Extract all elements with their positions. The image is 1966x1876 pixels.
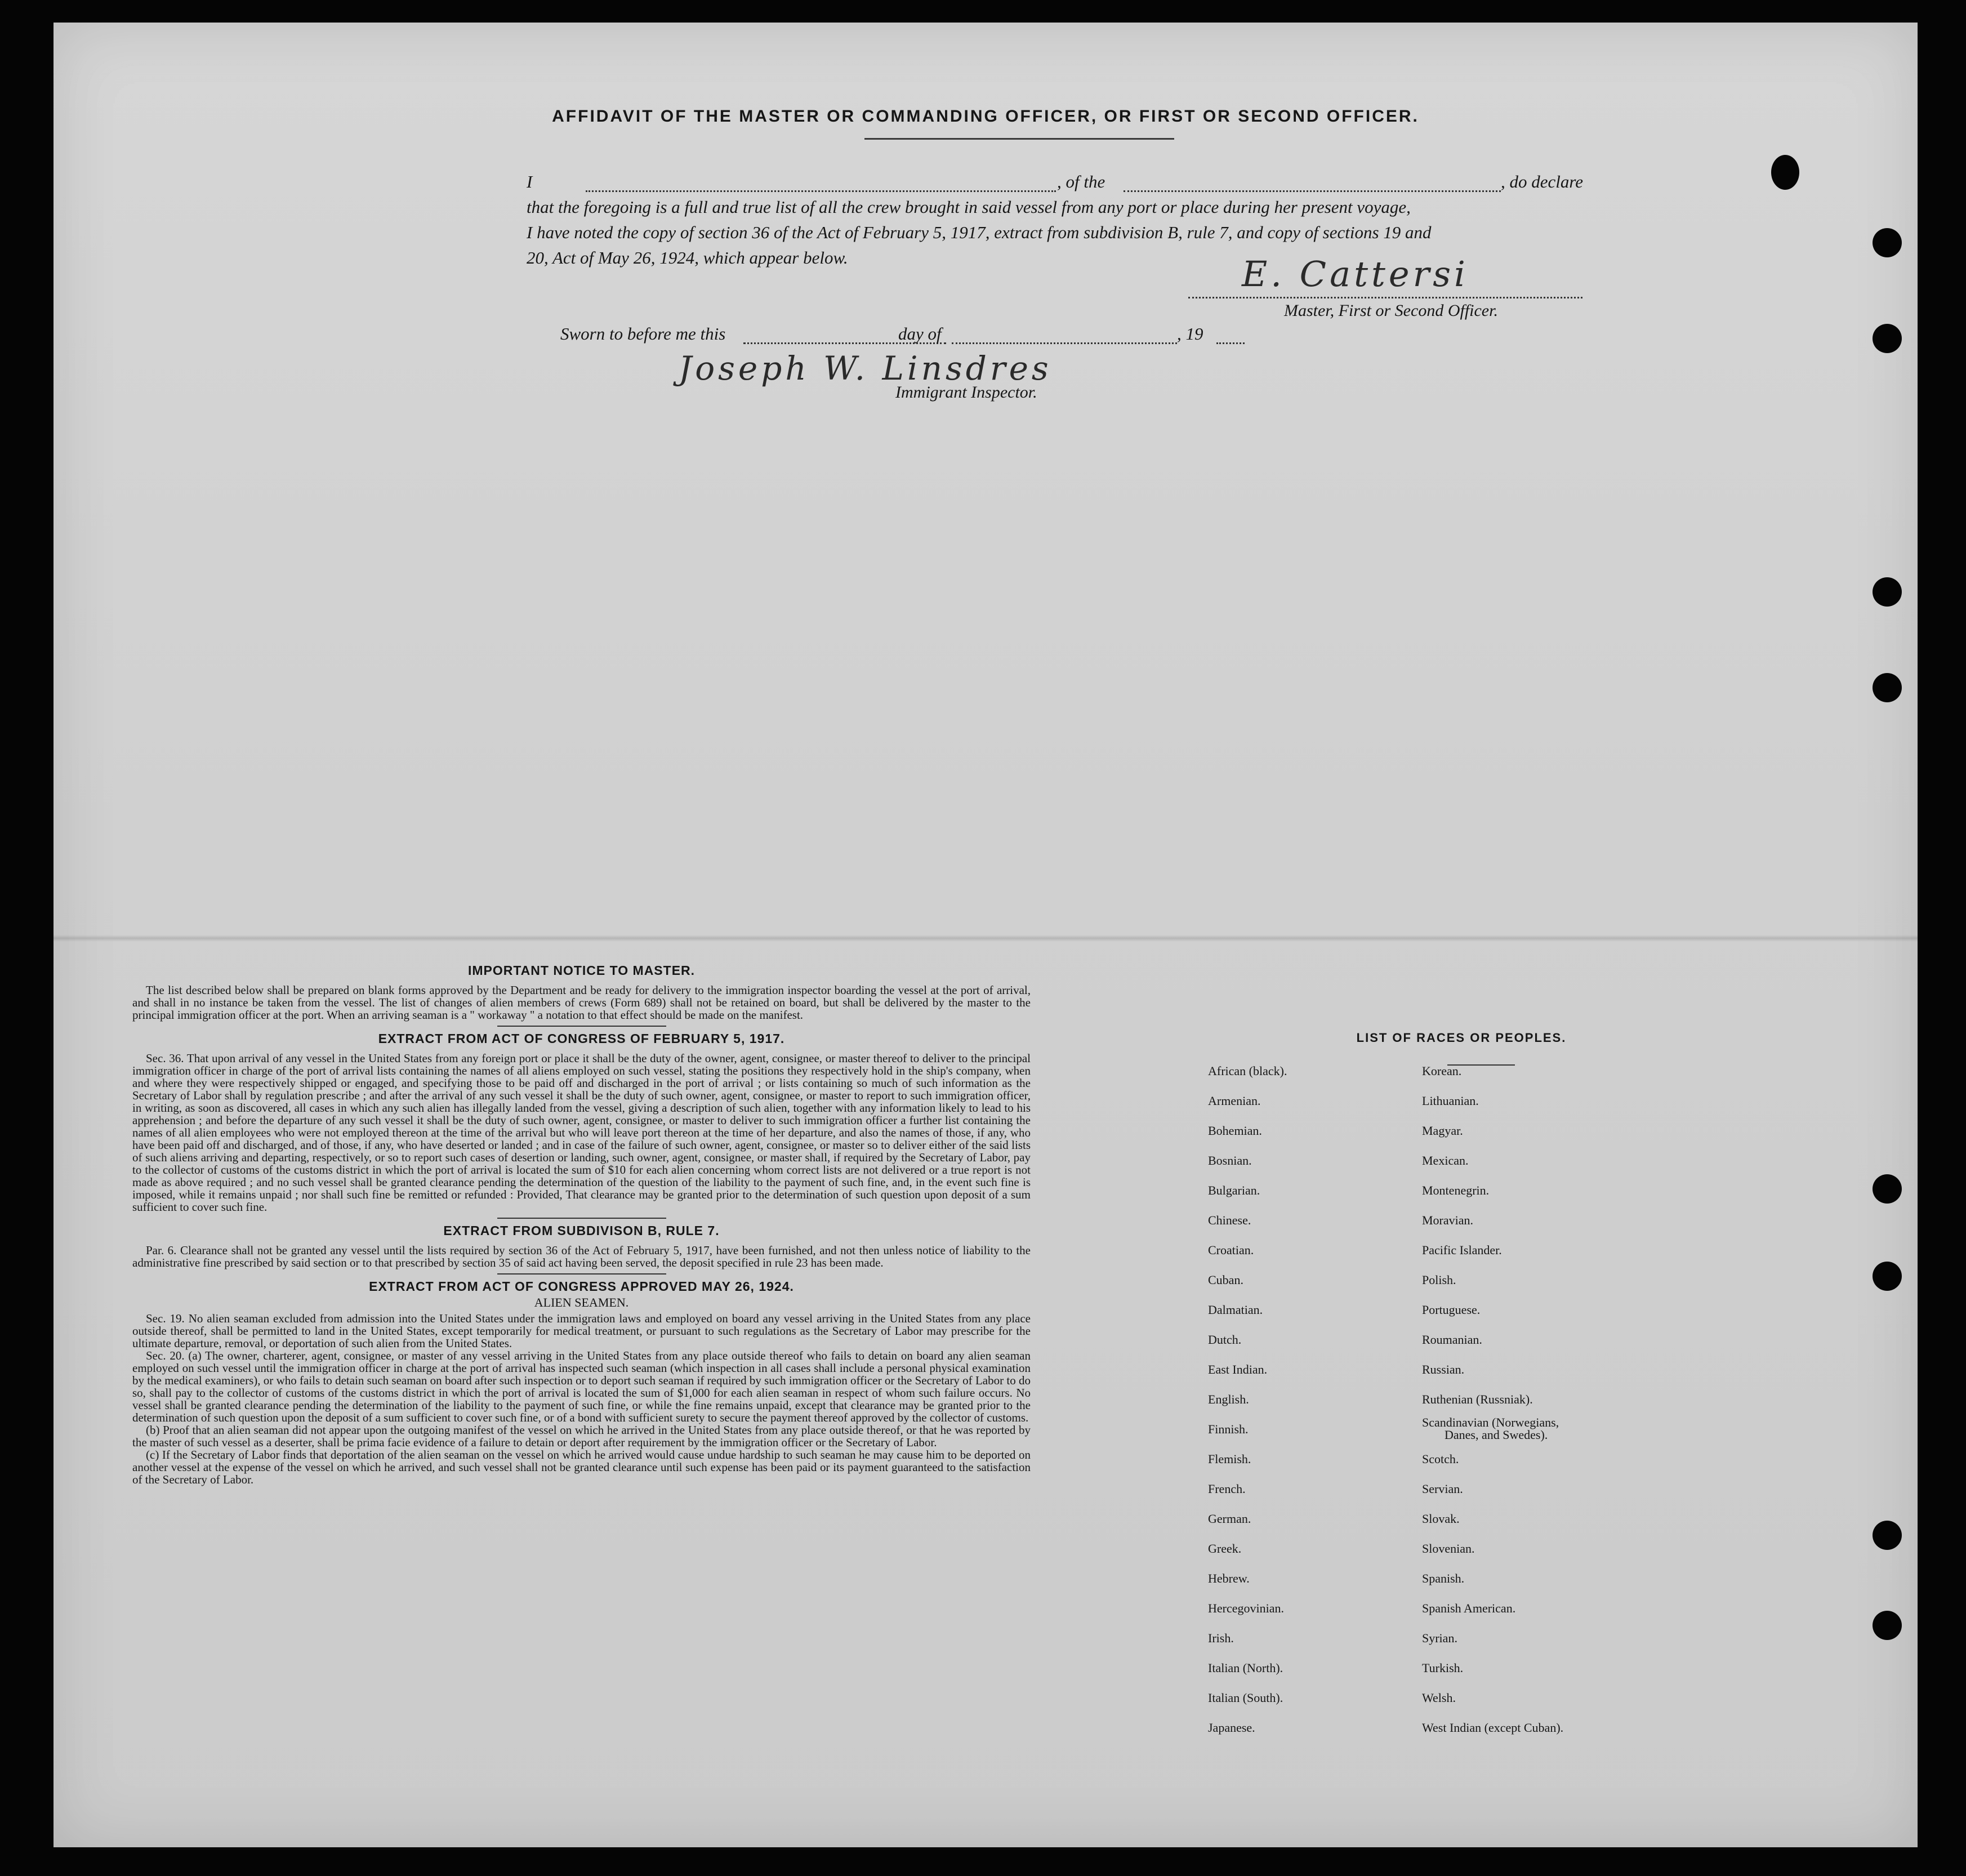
race-item: Flemish.: [1208, 1452, 1251, 1466]
race-item: Greek.: [1208, 1541, 1242, 1556]
sworn-month-blank: [952, 342, 1177, 344]
affidavit-line-2: that the foregoing is a full and true list of all the crew brought in said vessel from any port or place during her present voyage,: [527, 197, 1411, 217]
race-item: Italian (South).: [1208, 1691, 1283, 1705]
inspector-signature: Joseph W. Linsdres: [679, 349, 1052, 387]
extract-1917-title: EXTRACT FROM ACT OF CONGRESS OF FEBRUARY 5, 1917.: [378, 1031, 785, 1046]
race-item: Japanese.: [1208, 1721, 1255, 1735]
race-item: Dutch.: [1208, 1333, 1242, 1347]
race-item: Finnish.: [1208, 1422, 1249, 1436]
race-item: Hebrew.: [1208, 1571, 1250, 1585]
race-item: Pacific Islander.: [1422, 1243, 1502, 1257]
sworn-day-of: day of: [898, 324, 942, 344]
race-item: Magyar.: [1422, 1124, 1463, 1138]
race-item: Lithuanian.: [1422, 1094, 1479, 1108]
race-item: Moravian.: [1422, 1213, 1474, 1227]
extract-1917-text: Sec. 36. That upon arrival of any vessel in the United States from any foreign port or place it shall be the duty of the owner, agent, consignee, or master thereof to deliver to the principal immigration officer in charge of the port of arrival lists containing the names of all aliens employed on such vessel, stating the positions they respectively hold in the ship's company, when and where they were respectively shipped or engaged, and specifying those to be paid off and discharged in the port of arrival ; or lists containing so much of such information as the Secretary of Labor shall by regulation prescribe ; and after the arrival of any such vessel it shall be the duty of such owner, agent, consignee, or master to report to such immigration officer, in writing, as soon as discovered, all cases in which any such alien has illegally landed from the vessel, giving a description of such alien, together with any information likely to lead to his apprehension ; and before the departure of any such vessel it shall be the duty of such owner, agent, consignee, or master to deliver to such immigration officer a further list containing the names of all alien employees who were not employed thereon at the time of the arrival but who will leave port thereon at the time of her departure, and also the names of those, if any, who have been paid off and discharged, and of those, if any, who have deserted or landed ; and in case of the failure of such owner, agent, consignee, or master so to deliver either of the said lists of such aliens arriving and departing, respectively, or so to report such cases of desertion or landing, such owner, agent, consignee, or master shall, if required by the Secretary of Labor, pay to the collector of customs of the customs district in which the port of arrival is located the sum of $10 for each alien concerning whom correct lists are not delivered or a true report is not made as above required ; and no such vessel shall be granted clearance pending the determination of the question of the liability to the payment of such fine, and, in the event such fine is imposed, while it remains unpaid ; nor shall such fine be remitted or refunded : Provided, That clearance may be granted prior to the determination of such question upon deposit of a sum sufficient to cover such fine.: [132, 1051, 1031, 1214]
race-item: Scotch.: [1422, 1452, 1459, 1466]
punch-hole: [1873, 1611, 1902, 1640]
race-item: English.: [1208, 1392, 1249, 1406]
extract-1924-subtitle: ALIEN SEAMEN.: [534, 1295, 629, 1309]
notice-rule: [497, 1026, 666, 1027]
sec-20b-text: (b) Proof that an alien seaman did not appear upon the outgoing manifest of the vessel on which he arrived in the United States from any place outside thereof, or that he was reported by the master of such vessel as a deserter, shall be prima facie evidence of a failure to detain or deport after requirement by the immigration officer or the Secretary of Labor.: [132, 1423, 1031, 1449]
affidavit-title-rule: [864, 138, 1174, 140]
race-item: German.: [1208, 1512, 1251, 1526]
notice-column: [132, 963, 1031, 1486]
punch-hole: [1873, 1174, 1902, 1204]
affidavit-of-the: , of the: [1057, 172, 1105, 191]
master-caption: Master, First or Second Officer.: [1284, 301, 1498, 320]
race-item: Bohemian.: [1208, 1124, 1262, 1138]
race-item: Ruthenian (Russniak).: [1422, 1392, 1533, 1406]
race-item: West Indian (except Cuban).: [1422, 1721, 1564, 1735]
race-item: Chinese.: [1208, 1213, 1251, 1227]
extract-rule7-title: EXTRACT FROM SUBDIVISON B, RULE 7.: [443, 1223, 720, 1238]
race-item: Roumanian.: [1422, 1333, 1482, 1347]
race-item: Spanish American.: [1422, 1601, 1516, 1615]
affidavit-i: I: [527, 172, 533, 191]
race-item: Bulgarian.: [1208, 1183, 1260, 1197]
punch-hole: [1873, 324, 1902, 353]
vessel-blank: [1124, 190, 1501, 192]
punch-hole: [1873, 673, 1902, 702]
race-item: Bosnian.: [1208, 1153, 1252, 1168]
race-item: Portuguese.: [1422, 1303, 1481, 1317]
affidavit-title: AFFIDAVIT OF THE MASTER OR COMMANDING OFFICER, OR FIRST OR SECOND OFFICER.: [552, 107, 1419, 126]
race-item: East Indian.: [1208, 1362, 1268, 1376]
race-item: Cuban.: [1208, 1273, 1243, 1287]
extract-1924-title: EXTRACT FROM ACT OF CONGRESS APPROVED MAY 26, 1924.: [369, 1279, 794, 1294]
punch-hole: [1873, 228, 1902, 257]
race-item: Syrian.: [1422, 1631, 1457, 1645]
race-item: Hercegovinian.: [1208, 1601, 1284, 1615]
race-item: Dalmatian.: [1208, 1303, 1263, 1317]
race-item: Italian (North).: [1208, 1661, 1283, 1675]
race-item: Scandinavian (Norwegians,: [1422, 1415, 1559, 1429]
document-sheet: [54, 23, 1918, 1847]
inspector-caption: Immigrant Inspector.: [895, 383, 1037, 402]
race-item: Slovak.: [1422, 1512, 1460, 1526]
notice-text: The list described below shall be prepared on blank forms approved by the Department and be ready for delivery to the immigration inspector boarding the vessel at the port of arrival, and shall in no instance be taken from the vessel. The list of changes of alien members of crews (Form 689) shall not be retained on board, but shall be delivered by the master to the principal immigration officer at the port. When an arriving seaman is a " workaway " a notation to that effect should be made on the manifest.: [132, 983, 1031, 1022]
affidavit-line-4: 20, Act of May 26, 1924, which appear below.: [527, 248, 848, 268]
race-item: African (black).: [1208, 1064, 1287, 1078]
sec-19-text: Sec. 19. No alien seaman excluded from admission into the United States under the immigration laws and employed on board any vessel arriving in the United States from any place outside thereof, shall be permitted to land in the United States, except temporarily for medical treatment, or pursuant to such regulations as the Secretary of Labor may prescribe for the ultimate departure, removal, or deportation of such alien from the United States.: [132, 1312, 1031, 1350]
punch-hole: [1873, 577, 1902, 607]
race-item: Welsh.: [1422, 1691, 1456, 1705]
sworn-text: Sworn to before me this: [560, 324, 726, 344]
name-blank: [586, 190, 1056, 192]
master-signature: E. Cattersi: [1242, 253, 1469, 295]
sworn-year: , 19: [1177, 324, 1203, 344]
affidavit-line-3: I have noted the copy of section 36 of the Act of February 5, 1917, extract from subdivision B, rule 7, and copy of sections 19 and: [527, 222, 1432, 242]
race-item: Polish.: [1422, 1273, 1456, 1287]
master-signature-line: [1188, 297, 1582, 298]
race-item: Russian.: [1422, 1362, 1465, 1376]
affidavit-do-declare: , do declare: [1501, 172, 1584, 191]
race-item: Spanish.: [1422, 1571, 1465, 1585]
race-item-continuation: Danes, and Swedes).: [1445, 1428, 1548, 1442]
race-item: Mexican.: [1422, 1153, 1469, 1168]
punch-hole: [1771, 155, 1799, 190]
race-item: Korean.: [1422, 1064, 1462, 1078]
extract-rule7-text: Par. 6. Clearance shall not be granted any vessel until the lists required by section 36 of the Act of February 5, 1917, have been furnished, and not then unless notice of liability to the administrative fine prescribed by said section or to that prescribed by section 35 of said act having been served, the deposit specified in rule 23 has been made.: [132, 1244, 1031, 1269]
sec-20c-text: (c) If the Secretary of Labor finds that deportation of the alien seaman on the vessel on which he arrived would cause undue hardship to such seaman he may cause him to be deported on another vessel at the expense of the vessel on which he arrived, and such vessel shall not be granted clearance until such expense has been paid or its payment guaranteed to the satisfaction of the Secretary of Labor.: [132, 1448, 1031, 1486]
race-item: French.: [1208, 1482, 1246, 1496]
race-item: Slovenian.: [1422, 1541, 1475, 1556]
punch-hole: [1873, 1521, 1902, 1550]
race-item: Irish.: [1208, 1631, 1234, 1645]
extract-rule7-rule: [497, 1273, 666, 1275]
races-title: LIST OF RACES OR PEOPLES.: [1356, 1031, 1567, 1045]
sworn-year-blank: [1216, 342, 1245, 344]
extract-1917-rule: [497, 1218, 666, 1219]
page-fold: [54, 935, 1918, 942]
race-item: Armenian.: [1208, 1094, 1261, 1108]
punch-hole: [1873, 1262, 1902, 1291]
race-item: Croatian.: [1208, 1243, 1254, 1257]
race-item: Turkish.: [1422, 1661, 1464, 1675]
sec-20a-text: Sec. 20. (a) The owner, charterer, agent, consignee, or master of any vessel arriving in the United States from any place outside thereof who fails to detain on board any alien seaman employed on such vessel until the immigration officer in charge at the port of arrival has inspected such seaman (which inspection in all cases shall include a personal physical examination by the medical examiners), or who fails to detain such seaman on board after such inspection or to deport such seaman if required by such immigration officer or the Secretary of Labor to do so, shall pay to the collector of customs of the customs district in which the port of arrival is located the sum of $1,000 for each alien seaman in respect of whom such failure occurs. No vessel shall be granted clearance pending the determination of the liability to the payment of such fine, or while the fine remains unpaid, except that clearance may be granted prior to the determination of such question upon the deposit of a sum sufficient to cover such fine, or of a bond with sufficient surety to secure the payment thereof approved by the collector of customs.: [132, 1349, 1031, 1424]
race-item: Montenegrin.: [1422, 1183, 1490, 1197]
notice-title: IMPORTANT NOTICE TO MASTER.: [467, 963, 696, 978]
race-item: Servian.: [1422, 1482, 1463, 1496]
